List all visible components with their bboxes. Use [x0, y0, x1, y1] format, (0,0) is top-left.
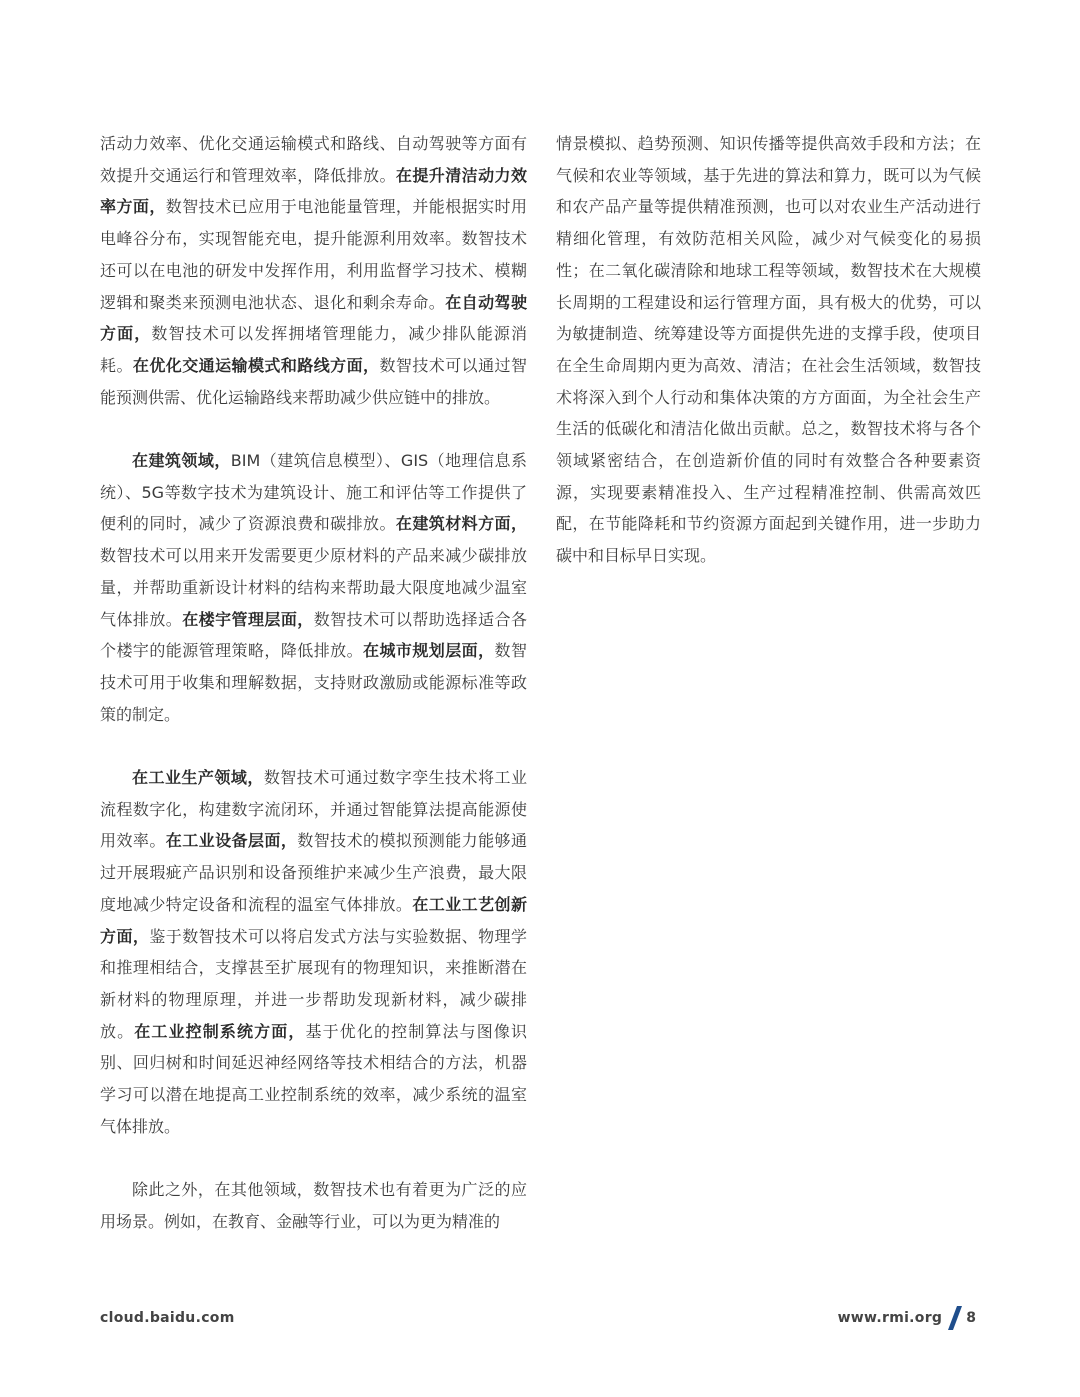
page-number: 8: [966, 1310, 976, 1326]
bold-lead-phrase: 在自动驾驶方面，: [100, 292, 527, 344]
body-text: 数智技术可用于收集和理解数据，支持财政激励或能源标准等政策的制定。: [100, 641, 527, 724]
footer-right: [838, 1306, 976, 1330]
bold-lead-phrase: 在城市规划层面，: [363, 641, 495, 661]
bold-lead-phrase: 在工业控制系统方面，: [134, 1021, 306, 1041]
bold-lead-phrase: 在建筑领域，: [132, 451, 231, 471]
footer-source-link[interactable]: cloud.baidu.com: [100, 1310, 235, 1326]
body-text: 数智技术已应用于电池能量管理，并能根据实时用电峰谷分布，实现智能充电，提升能源利用效率。数智技术还可以在电池的研发中发挥作用，利用监督学习技术、模糊逻辑和聚类来预测电池状态、退化和剩余寿命。: [100, 197, 527, 312]
body-text: 数智技术可以帮助选择适合各个楼宇的能源管理策略，降低排放。: [100, 609, 527, 661]
paragraph: [100, 445, 527, 730]
body-text: 数智技术可以用来开发需要更少原材料的产品来减少碳排放量，并帮助重新设计材料的结构来帮助最大限度地减少温室气体排放。: [100, 546, 527, 629]
body-text: BIM（建筑信息模型）、GIS（地理信息系统）、5G等数字技术为建筑设计、施工和评估等工作提供了便利的同时，减少了资源浪费和碳排放。: [100, 451, 527, 534]
body-text: 基于优化的控制算法与图像识别、回归树和时间延迟神经网络等技术相结合的方法，机器学习可以潜在地提高工业控制系统的效率，减少系统的温室气体排放。: [100, 1021, 527, 1136]
paragraph: [100, 128, 527, 413]
body-text: 数智技术可通过数字孪生技术将工业流程数字化，构建数字流闭环，并通过智能算法提高能源使用效率。: [100, 768, 527, 851]
bold-lead-phrase: 在工业工艺创新方面，: [100, 894, 527, 946]
paragraph: [100, 762, 527, 1142]
bold-lead-phrase: 在楼宇管理层面，: [182, 609, 314, 629]
right-column: [556, 128, 981, 572]
body-text: 情景模拟、趋势预测、知识传播等提供高效手段和方法；在气候和农业等领域，基于先进的算法和算力，既可以为气候和农产品产量等提供精准预测，也可以对农业生产活动进行精细化管理，有效防范相关风险，减少对气候变化的易损性；在二氧化碳清除和地球工程等领域，数智技术在大规模长周期的工程建设和运行管理方面，具有极大的优势，可以为敏捷制造、统筹建设等方面提供先进的支撑手段，使项目在全生命周期内更为高效、清洁；在社会生活领域，数智技术将深入到个人行动和集体决策的方方面面，为全社会生产生活的低碳化和清洁化做出贡献。总之，数智技术将与各个领域紧密结合，在创造新价值的同时有效整合各种要素资源，实现要素精准投入、生产过程精准控制、供需高效匹配，在节能降耗和节约资源方面起到关键作用，进一步助力碳中和目标早日实现。: [556, 134, 981, 566]
bold-lead-phrase: 在建筑材料方面，: [395, 514, 527, 534]
left-column: [100, 128, 527, 1238]
paragraph: [100, 1174, 527, 1237]
bold-lead-phrase: 在提升清洁动力效率方面，: [100, 165, 527, 217]
body-text: 除此之外，在其他领域，数智技术也有着更为广泛的应用场景。例如，在教育、金融等行业，可以为更为精准的: [100, 1180, 527, 1231]
bold-lead-phrase: 在优化交通运输模式和路线方面，: [132, 355, 380, 375]
paragraph: [556, 128, 981, 572]
bold-lead-phrase: 在工业生产领域，: [132, 768, 264, 788]
body-text: 数智技术可以发挥拥堵管理能力，减少排队能源消耗。: [100, 324, 527, 375]
body-text: 数智技术的模拟预测能力能够通过开展瑕疵产品识别和设备预维护来减少生产浪费，最大限度地减少特定设备和流程的温室气体排放。: [100, 831, 527, 914]
body-text: 活动力效率、优化交通运输模式和路线、自动驾驶等方面有效提升交通运行和管理效率，降低排放。: [100, 134, 527, 185]
body-text: 数智技术可以通过智能预测供需、优化运输路线来帮助减少供应链中的排放。: [100, 355, 527, 407]
bold-lead-phrase: 在工业设备层面，: [165, 831, 298, 851]
body-text: 鉴于数智技术可以将启发式方法与实验数据、物理学和推理相结合，支撑甚至扩展现有的物理知识，来推断潜在新材料的物理原理，并进一步帮助发现新材料，减少碳排放。: [100, 926, 527, 1041]
footer-site-link[interactable]: www.rmi.org: [837, 1310, 943, 1326]
slash-divider-icon: [948, 1306, 962, 1330]
